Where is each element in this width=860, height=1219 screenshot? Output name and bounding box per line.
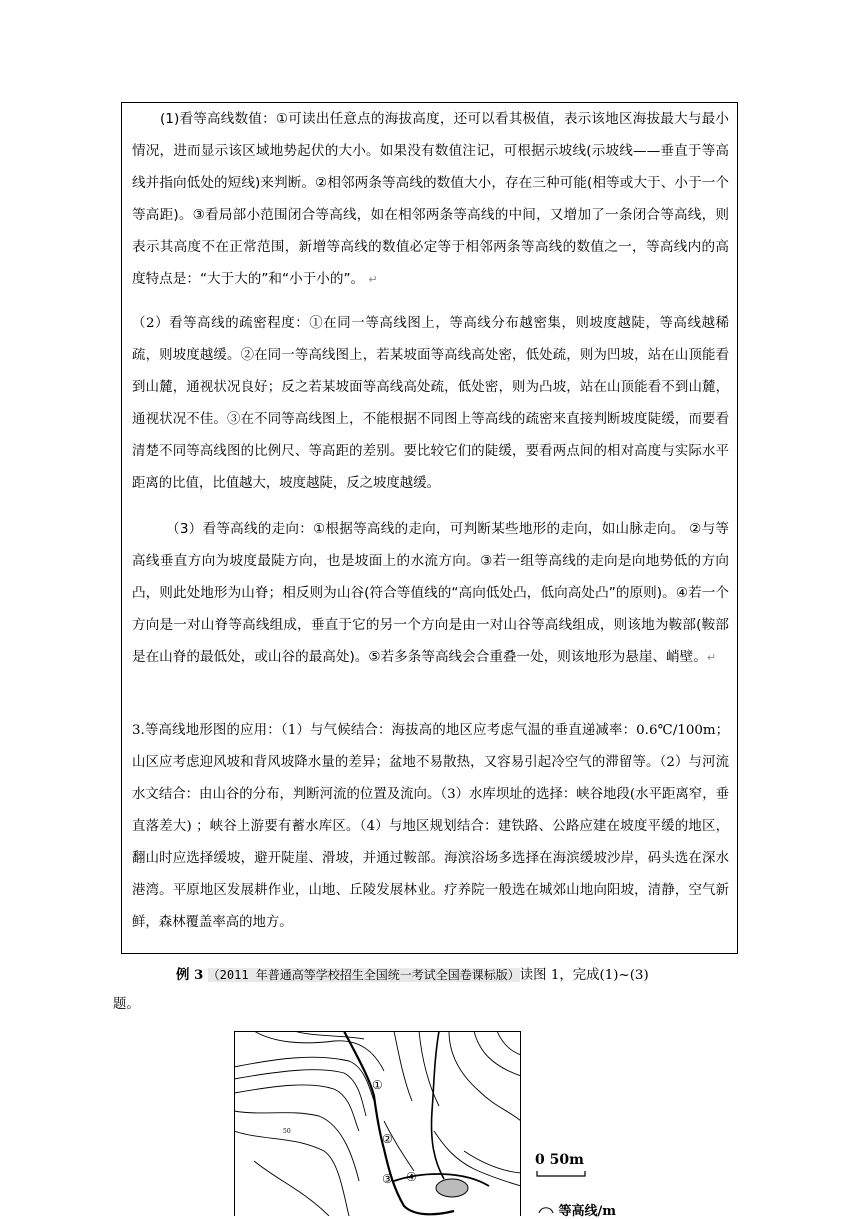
example-continuation: 题。 — [113, 997, 140, 1012]
map-legend-text: 等高线/m — [558, 1204, 617, 1219]
paragraph-contour-application: 3.等高线地形图的应用：（1）与气候结合：海拔高的地区应考虑气温的垂直递减率：0.6℃/100m；山区应考虑迎风坡和背风坡降水量的差异；盆地不易散热，又容易引起冷空气的滞留等。（2）与河流水文结合：由山谷的分布，判断河流的位置及流向。（3）水库坝址的选择：峡谷地段(水平距离窄，垂直落差大) ；峡谷上游要有蓄水库区。（4）与地区规划结合：建铁路、公路应建在坡度平缓的地区，翻山时应选择缓坡，避开陡崖、滑坡，并通过鞍部。海滨浴场多选择在海滨缓坡沙岸，码头选在深水港湾。平原地区发展耕作业，山地、丘陵发展林业。疗养院一般选在城郊山地向阳坡，清静，空气新鲜，森林覆盖率高的地方。 — [132, 723, 729, 930]
paragraph-contour-density: （2）看等高线的疏密程度：①在同一等高线图上，等高线分布越密集，则坡度越陡，等高线越稀疏，则坡度越缓。②在同一等高线图上，若某坡面等高线高处密，低处疏，则为凹坡，站在山顶能看到山麓，通视状况良好；反之若某坡面等高线高处疏，低处密，则为凸坡，站在山顶能看不到山麓，通视状况不佳。③在不同等高线图上，不能根据不同图上等高线的疏密来直接判断坡度陡缓，而要看清楚不同等高线图的比例尺、等高距的差别。要比较它们的陡缓，要看两点间的相对高度与实际水平距离的比值，比值越大，坡度越陡，反之坡度越缓。 — [132, 316, 729, 491]
example-text: 读图 1，完成(1)~(3) — [519, 968, 649, 983]
map-label-4: ④ — [406, 1170, 417, 1184]
example-question — [113, 960, 741, 1012]
paragraph-contour-direction: （3）看等高线的走向：①根据等高线的走向，可判断某些地形的走向，如山脉走向。 ②与等高线垂直方向为坡度最陡方向，也是坡面上的水流方向。③若一组等高线的走向是向地势低的方向凸，则此处地形为山脊；相反则为山谷(符合等值线的“高向低处凸，低向高处凸”的原则)。④若一个方向是一对山脊等高线组成，垂直于它的另一个方向是由一对山谷等高线组成，则该地为鞍部(鞍部是在山脊的最低处，或山谷的最高处)。⑤若多条等高线会合重叠一处，则该地形为悬崖、峭壁。↵ — [132, 521, 729, 665]
paragraph-contour-values: (1)看等高线数值：①可读出任意点的海拔高度，还可以看其极值，表示该地区海拔最大与最小情况，进而显示该区域地势起伏的大小。如果没有数值注记，可根据示坡线(示坡线——垂直于等高线并指向低处的短线)来判断。②相邻两条等高线的数值大小，存在三种可能(相等或大于、小于一个等高距)。③看局部小范围闭合等高线，如在相邻两条等高线的中间，又增加了一条闭合等高线，则表示其高度不在正常范围，新增等高线的数值必定等于相邻两条等高线的数值之一，等高线内的高度特点是：“大于大的”和“小于小的”。 ↵ — [132, 111, 729, 287]
contour-legend-icon — [538, 1205, 554, 1215]
map-scale-bar — [536, 1171, 586, 1177]
map-label-1: ① — [372, 1078, 383, 1092]
example-label: 例 3 — [176, 967, 204, 983]
map-label-2: ② — [382, 1132, 393, 1146]
map-label-3: ③ — [382, 1172, 393, 1186]
map-legend — [538, 1200, 616, 1219]
contour-map — [234, 1031, 521, 1216]
map-scale-label: 0 50m — [535, 1152, 584, 1168]
example-source: （2011 年普通高等学校招生全国统一考试全国卷课标版） — [207, 968, 520, 982]
map-contour-value: 50 — [283, 1128, 291, 1135]
return-mark: ↵ — [368, 273, 378, 286]
notes-box — [121, 102, 738, 954]
return-mark: ↵ — [706, 651, 717, 664]
